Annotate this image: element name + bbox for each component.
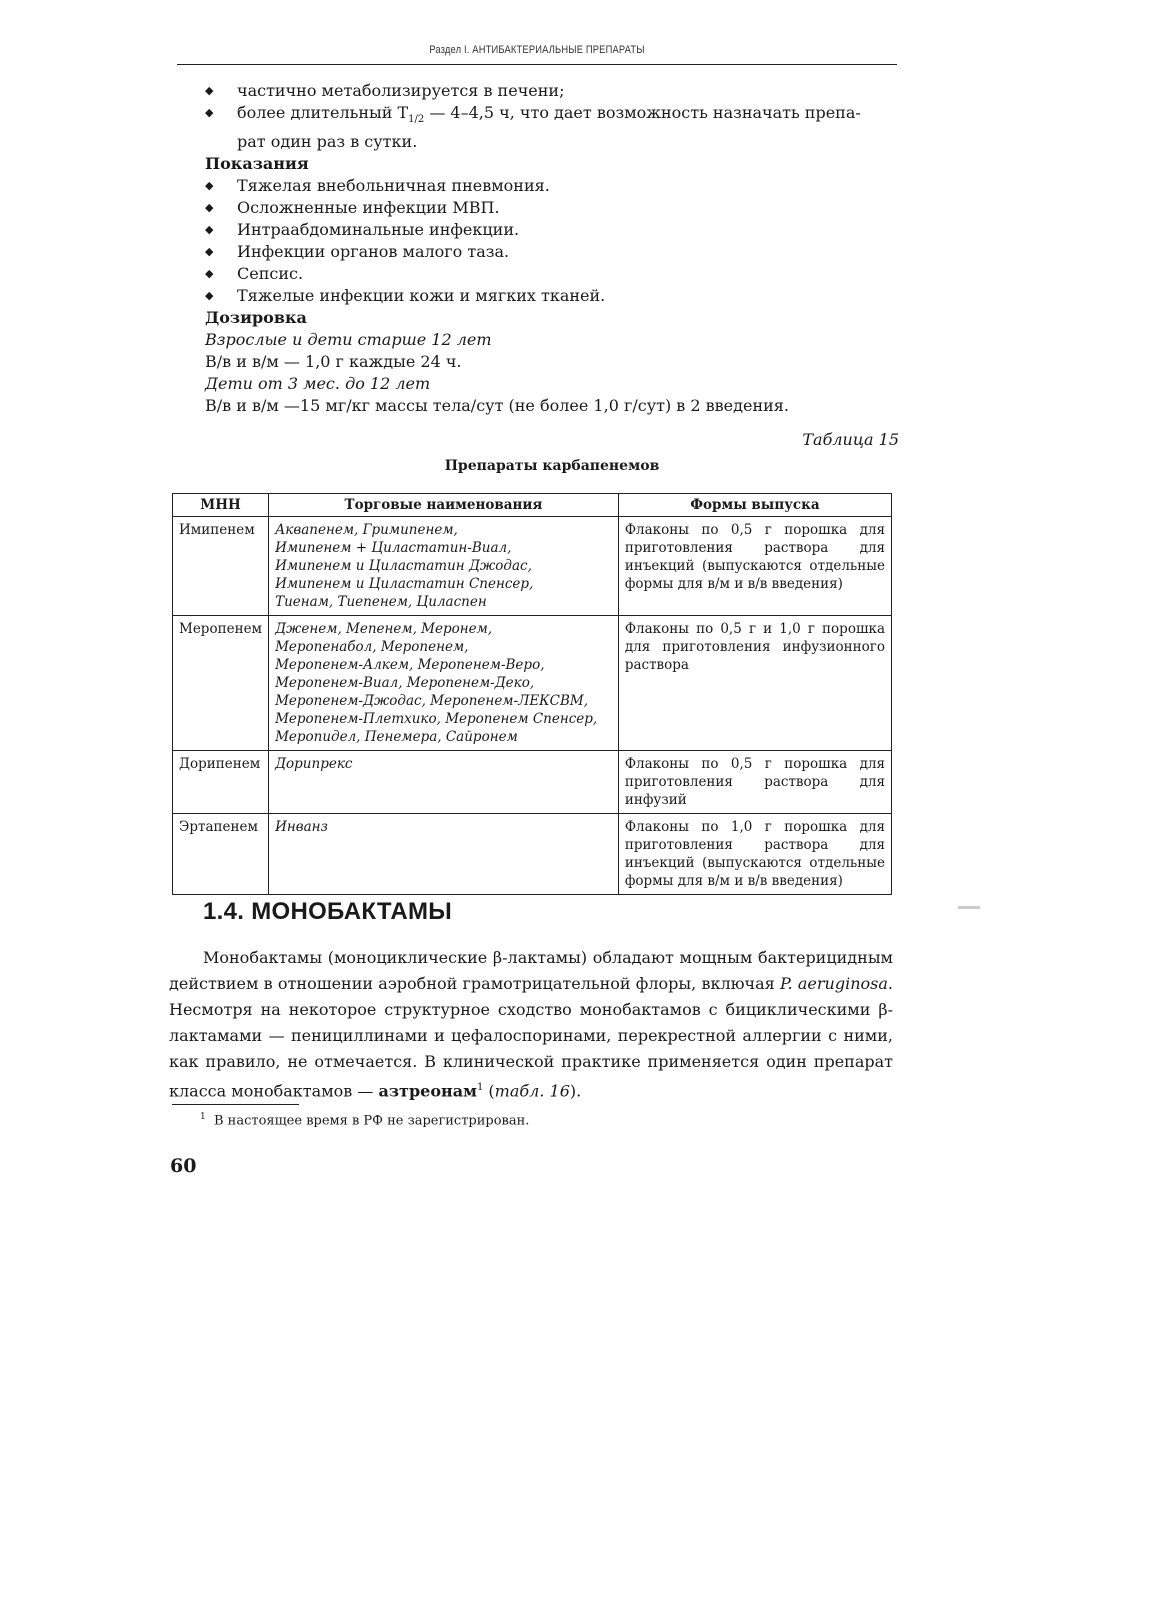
page-number: 60 xyxy=(170,1155,197,1177)
bullet-icon: ◆ xyxy=(205,245,214,258)
trade-names-cell xyxy=(269,814,619,895)
content-top xyxy=(205,80,899,477)
trade-name-line: Имипенем + Циластатин-Виал, xyxy=(275,540,512,556)
bullet-icon: ◆ xyxy=(205,106,214,119)
table-title: Препараты карбапенемов xyxy=(444,458,660,474)
inn-cell: Меропенем xyxy=(173,616,269,751)
trade-names-cell xyxy=(269,616,619,751)
indication-text: Тяжелые инфекции кожи и мягких тканей. xyxy=(237,286,606,305)
trade-name-line: Дженем, Мепенем, Меронем, xyxy=(275,621,493,637)
bullet-item xyxy=(205,102,899,153)
paragraph-text: . Несмотря на некоторое структурное сходство монобактамов с бициклическими β-лактамами — пенициллинами и цефалоспоринами, перекрестной аллергии с ними, как правило, не отмечается. В клинической практике применяется один препарат класса монобактамов — xyxy=(169,974,893,1101)
body-paragraph xyxy=(169,945,893,1104)
footnote-rule xyxy=(172,1104,299,1105)
indication-text: Сепсис. xyxy=(237,264,304,283)
trade-name-line: Меропенабол, Меропенем, xyxy=(275,639,469,655)
bullet-text: более длительный T xyxy=(237,103,409,122)
table-row xyxy=(173,517,892,616)
form-cell: Флаконы по 1,0 г порошка для приготовления раствора для инъекций (выпускаются отдельные формы для в/м и в/в введения) xyxy=(618,814,891,895)
footnote-ref[interactable]: 1 xyxy=(476,1082,484,1093)
carbapenem-table xyxy=(172,493,892,895)
indication-text: Инфекции органов малого таза. xyxy=(237,242,510,261)
indication-text: Интраабдоминальные инфекции. xyxy=(237,220,520,239)
table-caption: Таблица 15 xyxy=(802,430,899,449)
inn-cell: Имипенем xyxy=(173,517,269,616)
inn-cell: Эртапенем xyxy=(173,814,269,895)
bullet-text: — 4–4,5 ч, что дает возможность назначать препа- xyxy=(424,103,861,122)
trade-name-line: Имипенем и Циластатин Джодас, xyxy=(275,558,532,574)
indications-heading: Показания xyxy=(205,154,309,173)
trade-name-line: Меропидел, Пенемера, Сайронем xyxy=(275,729,518,745)
trade-name-line: Аквапенем, Гримипенем, xyxy=(275,522,458,538)
bullet-icon: ◆ xyxy=(205,223,214,236)
header-rule xyxy=(177,64,897,65)
table-header-row xyxy=(173,494,892,517)
trade-name-line: Меропенем-Плетхико, Меропенем Спенсер, xyxy=(275,711,598,727)
table-row xyxy=(173,751,892,814)
trade-name-line: Тиенам, Тиепенем, Циласпен xyxy=(275,594,487,610)
form-cell: Флаконы по 0,5 г порошка для приготовления раствора для инфузий xyxy=(618,751,891,814)
indication-item xyxy=(205,219,899,241)
indication-item xyxy=(205,263,899,285)
dosage-adult: В/в и в/м — 1,0 г каждые 24 ч. xyxy=(205,352,462,371)
bullet-text-continuation: рат один раз в сутки. xyxy=(237,132,418,151)
form-cell: Флаконы по 0,5 г порошка для приготовления раствора для инъекций (выпускаются отдельные формы для в/м и в/в введения) xyxy=(618,517,891,616)
inn-cell: Дорипенем xyxy=(173,751,269,814)
trade-name-line: Дорипрекс xyxy=(275,756,353,772)
trade-name-line: Имипенем и Циластатин Спенсер, xyxy=(275,576,534,592)
footnote-text: В настоящее время в РФ не зарегистрирован. xyxy=(214,1113,530,1129)
paragraph-text: ( xyxy=(483,1081,495,1101)
trade-name-line: Инванз xyxy=(275,819,328,835)
table-row xyxy=(173,814,892,895)
indication-item xyxy=(205,175,899,197)
organism-name: P. aeruginosa xyxy=(780,974,888,993)
indication-item xyxy=(205,285,899,307)
running-head: Раздел I. АНТИБАКТЕРИАЛЬНЫЕ ПРЕПАРАТЫ xyxy=(429,44,645,56)
bullet-icon: ◆ xyxy=(205,179,214,192)
column-header: МНН xyxy=(173,494,269,517)
bullet-text: частично метаболизируется в печени; xyxy=(237,81,565,100)
bullet-icon: ◆ xyxy=(205,201,214,214)
trade-names-cell xyxy=(269,517,619,616)
drug-name: азтреонам xyxy=(378,1081,477,1101)
column-header: Торговые наименования xyxy=(269,494,619,517)
paragraph-text: ). xyxy=(569,1081,582,1101)
scan-mark xyxy=(958,906,980,909)
footnote xyxy=(200,1112,529,1128)
dosage-child-label: Дети от 3 мес. до 12 лет xyxy=(205,374,431,393)
form-cell: Флаконы по 0,5 г и 1,0 г порошка для приготовления инфузионного раствора xyxy=(618,616,891,751)
bullet-icon: ◆ xyxy=(205,267,214,280)
bullet-item xyxy=(205,80,899,102)
column-header: Формы выпуска xyxy=(618,494,891,517)
indication-item xyxy=(205,197,899,219)
dosage-child: В/в и в/м —15 мг/кг массы тела/сут (не более 1,0 г/сут) в 2 введения. xyxy=(205,396,789,415)
paragraph-text: Монобактамы (моноциклические β-лактамы) обладают мощным бактерицидным действием в отношении аэробной грамотрицательной флоры, включая xyxy=(169,948,893,993)
half-life-subscript: 1/2 xyxy=(408,114,425,125)
trade-names-cell xyxy=(269,751,619,814)
table-reference[interactable]: табл. 16 xyxy=(494,1081,570,1101)
dosage-heading: Дозировка xyxy=(205,308,307,327)
footnote-mark: 1 xyxy=(200,1112,206,1122)
bullet-icon: ◆ xyxy=(205,84,214,97)
dosage-adult-label: Взрослые и дети старше 12 лет xyxy=(205,330,492,349)
table-row xyxy=(173,616,892,751)
trade-name-line: Меропенем-Виал, Меропенем-Деко, xyxy=(275,675,535,691)
section-title: 1.4. МОНОБАКТАМЫ xyxy=(203,898,453,925)
trade-name-line: Меропенем-Джодас, Меропенем-ЛЕКСВМ, xyxy=(275,693,588,709)
indication-text: Тяжелая внебольничная пневмония. xyxy=(237,176,550,195)
trade-name-line: Меропенем-Алкем, Меропенем-Веро, xyxy=(275,657,545,673)
indication-text: Осложненные инфекции МВП. xyxy=(237,198,500,217)
indication-item xyxy=(205,241,899,263)
bullet-icon: ◆ xyxy=(205,289,214,302)
